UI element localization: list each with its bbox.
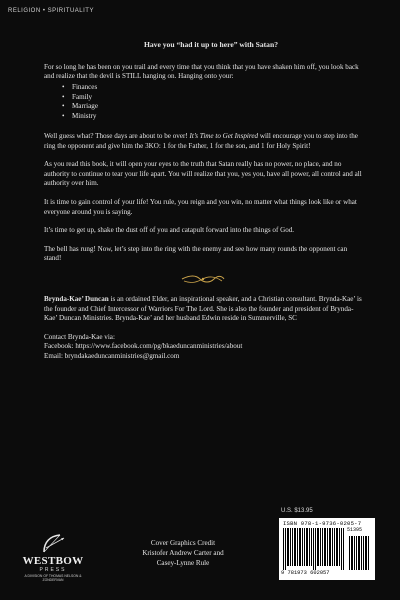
barcode-bars-icon: [283, 528, 371, 570]
control-paragraph: It is time to gain control of your life! You rule, you reign and you win, no matter what things look like or what everyone around you is saying.: [44, 197, 357, 216]
bullet-list: [62, 83, 362, 122]
facebook-link: Facebook: https://www.facebook.com/pg/bkaeduncanministries/about: [44, 342, 243, 351]
bullet-item: • Ministry: [62, 112, 362, 122]
credits-line: Casey-Lynne Rule: [156, 559, 210, 567]
bullet-item: • Finances: [62, 83, 362, 93]
credits-heading: Cover Graphics Credit: [150, 539, 216, 547]
book-title: It’s Time to Get Inspired: [189, 131, 259, 140]
barcode-digits: 9 781973 602057: [281, 570, 330, 576]
ornament-divider-icon: [180, 273, 226, 285]
isbn-label: ISBN 978-1-9736-0205-7: [283, 520, 362, 527]
inspired-text-end: will encourage you to step into the ring the opponent and give him the 3KO: 1 for the Father, 1 for the son, and 1 for Holy Spirit!: [44, 131, 358, 150]
publisher-logo: [14, 534, 92, 586]
intro-paragraph: For so long he has been on you trail and every time that you think that you have shaken him off, you look back and realize that the devil is STILL hanging on. Hanging onto your:: [44, 62, 359, 81]
headline: Have you “had it up to here” with Satan?: [143, 40, 279, 49]
credits-line: Kristofer Andrew Carter and: [142, 549, 224, 557]
contact-block: [44, 333, 362, 362]
reading-paragraph: As you read this book, it will open your eyes to the truth that Satan really has no power, no place, and no authority to continue to tear your life apart. You will realize that you, yes you, have all power, all control and all authority over him.: [44, 160, 362, 188]
author-name: Brynda-Kae’ Duncan: [44, 294, 109, 303]
publisher-name: WESTBOW: [22, 555, 84, 567]
publisher-division: A DIVISION OF THOMAS NELSON & ZONDERVAN: [24, 574, 82, 582]
bullet-item: • Family: [62, 93, 362, 103]
back-cover-text: [44, 40, 362, 361]
isbn-barcode: [279, 518, 375, 580]
bullet-item: • Marriage: [62, 102, 362, 112]
author-bio: [44, 295, 362, 324]
author-bio-text: is an ordained Elder, an inspirational speaker, and a Christian consultant. Brynda-Kae’ is the founder and Chief Intercessor of Warriors For The Lord. She is also the founder and president of Brynda-Kae’ Duncan Ministries. Brynda-Kae’ and her husband Edwin reside in Summerville, SC: [44, 294, 362, 323]
bow-archer-icon: [40, 534, 66, 554]
barcode-addon-digits: 51395: [347, 527, 363, 533]
inspired-paragraph: [44, 132, 362, 151]
cover-credits: [124, 538, 242, 568]
category-label: RELIGION • SPIRITUALITY: [8, 8, 94, 14]
getup-paragraph: It’s time to get up, shake the dust off of you and catapult forward into the things of God.: [44, 226, 295, 235]
inspired-text-start: Well guess what? Those days are about to be over!: [44, 131, 190, 140]
bell-paragraph: The bell has rung! Now, let’s step into the ring with the enemy and see how many rounds the opponent can stand!: [44, 244, 348, 263]
publisher-press: PRESS: [39, 567, 67, 573]
email-address: Email: bryndakaeduncanministries@gmail.com: [44, 351, 180, 360]
price-label: U.S. $13.95: [281, 508, 313, 514]
contact-heading: Contact Brynda-Kae via:: [44, 332, 115, 341]
